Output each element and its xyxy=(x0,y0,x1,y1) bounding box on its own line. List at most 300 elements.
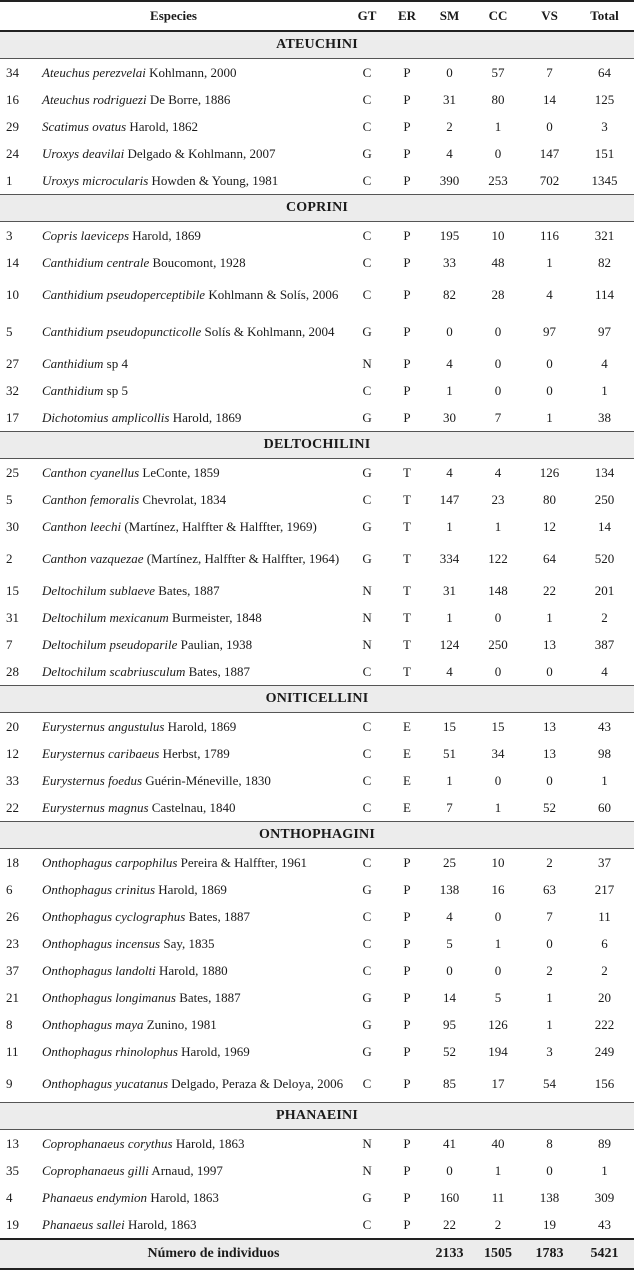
total-value: 4 xyxy=(601,355,608,371)
totals-vs: 1783 xyxy=(524,1239,575,1269)
table-row xyxy=(0,113,634,140)
sm-value: 1 xyxy=(446,518,453,534)
species-author: Kohlmann, 2000 xyxy=(149,64,237,80)
vs-value: 7 xyxy=(546,908,553,924)
species-number: 24 xyxy=(6,145,19,161)
species-number: 27 xyxy=(6,355,19,371)
total-value: 37 xyxy=(598,854,612,870)
cc-value: 0 xyxy=(494,355,502,371)
gt-value: C xyxy=(362,64,372,80)
header-sm: SM xyxy=(427,1,472,31)
er-value: P xyxy=(403,227,411,243)
gt-value: C xyxy=(362,663,372,679)
species-binomial: Canthidium pseudopuncticolle xyxy=(42,324,202,339)
er-value: P xyxy=(403,1075,411,1091)
species-binomial: Coprophanaeus corythus xyxy=(42,1135,173,1151)
gt-value: C xyxy=(362,962,372,978)
species-number: 9 xyxy=(6,1075,13,1091)
total-value: 250 xyxy=(594,491,615,507)
species-binomial: Onthophagus maya xyxy=(42,1016,144,1032)
sm-value: 22 xyxy=(443,1216,457,1232)
table-row xyxy=(0,350,634,377)
vs-value: 13 xyxy=(543,636,557,652)
sm-value: 138 xyxy=(439,881,460,897)
sm-value: 33 xyxy=(443,254,457,270)
group-name: ATEUCHINI xyxy=(0,31,634,59)
table-row xyxy=(0,1184,634,1211)
table-row xyxy=(0,767,634,794)
species-number: 12 xyxy=(6,745,19,761)
cc-value: 1 xyxy=(494,799,502,815)
species-name xyxy=(36,113,347,140)
group-name: DELTOCHILINI xyxy=(0,432,634,459)
group-name: PHANAEINI xyxy=(0,1103,634,1130)
species-author: Kohlmann & Solís, 2006 xyxy=(208,287,339,302)
cc-value: 57 xyxy=(491,64,505,80)
species-binomial: Onthophagus yucatanus xyxy=(42,1076,169,1091)
total-value: 14 xyxy=(598,518,612,534)
vs-value: 0 xyxy=(546,382,553,398)
species-author: Bates, 1887 xyxy=(179,989,241,1005)
vs-value: 0 xyxy=(546,772,553,788)
gt-value: C xyxy=(362,382,372,398)
species-name xyxy=(36,740,347,767)
cc-value: 1 xyxy=(494,935,502,951)
table-row xyxy=(0,167,634,195)
species-name xyxy=(36,713,347,741)
species-number: 6 xyxy=(6,881,13,897)
vs-value: 2 xyxy=(546,854,553,870)
species-name xyxy=(36,767,347,794)
vs-value: 13 xyxy=(543,745,557,761)
cc-value: 253 xyxy=(488,172,508,188)
cc-value: 11 xyxy=(491,1189,505,1205)
gt-value: G xyxy=(362,550,372,566)
total-value: 201 xyxy=(594,582,615,598)
table-row xyxy=(0,577,634,604)
vs-value: 14 xyxy=(543,91,557,107)
er-value: P xyxy=(403,1189,411,1205)
vs-value: 12 xyxy=(543,518,557,534)
total-value: 151 xyxy=(594,145,615,161)
table-row xyxy=(0,930,634,957)
species-author: Arnaud, 1997 xyxy=(151,1162,223,1178)
total-value: 89 xyxy=(598,1135,612,1151)
species-number: 8 xyxy=(6,1016,13,1032)
species-name xyxy=(36,513,347,540)
vs-value: 0 xyxy=(546,355,553,371)
cc-value: 0 xyxy=(494,962,502,978)
species-binomial: Eurysternus foedus xyxy=(42,772,143,788)
gt-value: G xyxy=(362,409,372,425)
total-value: 2 xyxy=(601,609,608,625)
total-value: 97 xyxy=(598,323,612,339)
species-number: 20 xyxy=(6,718,19,734)
species-author: Harold, 1880 xyxy=(159,962,228,978)
total-value: 1345 xyxy=(591,172,618,188)
species-number: 11 xyxy=(6,1043,19,1059)
vs-value: 1 xyxy=(546,254,553,270)
species-name xyxy=(36,658,347,686)
gt-value: C xyxy=(362,745,372,761)
species-number: 17 xyxy=(6,409,19,425)
species-number: 26 xyxy=(6,908,19,924)
er-value: P xyxy=(403,881,411,897)
gt-value: N xyxy=(362,1162,372,1178)
cc-value: 0 xyxy=(494,382,502,398)
species-author: (Martínez, Halffter & Halffter, 1969) xyxy=(124,518,317,534)
gt-value: C xyxy=(362,118,372,134)
totals-sm: 2133 xyxy=(427,1239,472,1269)
cc-value: 0 xyxy=(494,609,502,625)
species-name xyxy=(36,249,347,276)
table-row xyxy=(0,876,634,903)
er-value: P xyxy=(403,854,411,870)
species-author: Delgado, Peraza & Deloya, 2006 xyxy=(171,1076,344,1091)
species-binomial: Canthidium centrale xyxy=(42,254,150,270)
sm-value: 334 xyxy=(439,550,460,566)
gt-value: G xyxy=(362,145,372,161)
table-row xyxy=(0,540,634,577)
sm-value: 390 xyxy=(439,172,460,188)
table-row xyxy=(0,1038,634,1065)
cc-value: 0 xyxy=(494,663,502,679)
cc-value: 250 xyxy=(488,636,508,652)
cc-value: 122 xyxy=(488,550,508,566)
sm-value: 1 xyxy=(446,772,453,788)
species-author: sp 4 xyxy=(106,355,128,371)
cc-value: 10 xyxy=(491,854,505,870)
species-author: Bates, 1887 xyxy=(188,663,250,679)
vs-value: 147 xyxy=(539,145,560,161)
species-binomial: Eurysternus caribaeus xyxy=(42,745,160,761)
gt-value: N xyxy=(362,582,372,598)
species-name xyxy=(36,1211,347,1239)
species-number: 34 xyxy=(6,64,19,80)
sm-value: 1 xyxy=(446,382,453,398)
gt-value: C xyxy=(362,718,372,734)
er-value: P xyxy=(403,1162,411,1178)
species-number: 7 xyxy=(6,636,13,652)
cc-value: 194 xyxy=(488,1043,508,1059)
vs-value: 0 xyxy=(546,1162,553,1178)
vs-value: 97 xyxy=(543,323,557,339)
sm-value: 4 xyxy=(446,908,453,924)
sm-value: 4 xyxy=(446,145,453,161)
species-author: Paulian, 1938 xyxy=(180,636,253,652)
gt-value: C xyxy=(362,908,372,924)
species-binomial: Ateuchus rodriguezi xyxy=(42,91,147,107)
species-author: Harold, 1863 xyxy=(127,1216,197,1232)
table-row xyxy=(0,984,634,1011)
species-number: 15 xyxy=(6,582,19,598)
er-value: E xyxy=(403,718,411,734)
species-binomial: Eurysternus angustulus xyxy=(42,718,165,734)
total-value: 43 xyxy=(598,1216,612,1232)
sm-value: 124 xyxy=(439,636,460,652)
cc-value: 0 xyxy=(494,908,502,924)
group-header-row xyxy=(0,686,634,713)
species-author: Bates, 1887 xyxy=(158,582,220,598)
species-name xyxy=(36,903,347,930)
er-value: T xyxy=(403,609,411,625)
gt-value: C xyxy=(362,491,372,507)
gt-value: G xyxy=(362,989,372,1005)
vs-value: 1 xyxy=(546,409,553,425)
total-value: 217 xyxy=(594,881,615,897)
er-value: P xyxy=(403,1135,411,1151)
total-value: 3 xyxy=(601,118,608,134)
total-value: 60 xyxy=(598,799,612,815)
er-value: P xyxy=(403,989,411,1005)
gt-value: C xyxy=(362,1216,372,1232)
cc-value: 0 xyxy=(494,772,502,788)
species-number: 19 xyxy=(6,1216,19,1232)
species-author: Harold, 1869 xyxy=(158,881,227,897)
total-value: 2 xyxy=(601,962,608,978)
er-value: P xyxy=(403,172,411,188)
vs-value: 116 xyxy=(540,227,560,243)
er-value: P xyxy=(403,409,411,425)
species-number: 16 xyxy=(6,91,19,107)
cc-value: 1 xyxy=(494,518,502,534)
total-value: 43 xyxy=(598,718,612,734)
table-row xyxy=(0,86,634,113)
table-row xyxy=(0,1211,634,1239)
vs-value: 8 xyxy=(546,1135,553,1151)
species-name xyxy=(36,276,347,313)
species-number: 28 xyxy=(6,663,19,679)
header-gt: GT xyxy=(347,1,387,31)
species-author: Harold, 1863 xyxy=(175,1135,245,1151)
group-header-row xyxy=(0,31,634,59)
species-author: Castelnau, 1840 xyxy=(151,799,236,815)
vs-value: 52 xyxy=(543,799,557,815)
species-author: Harold, 1869 xyxy=(167,718,237,734)
gt-value: C xyxy=(362,935,372,951)
table-row xyxy=(0,59,634,87)
species-binomial: Scatimus ovatus xyxy=(42,118,127,134)
table-row xyxy=(0,849,634,877)
species-binomial: Uroxys microcularis xyxy=(42,172,149,188)
species-name xyxy=(36,404,347,432)
gt-value: G xyxy=(362,518,372,534)
sm-value: 31 xyxy=(443,91,457,107)
species-name xyxy=(36,377,347,404)
sm-value: 4 xyxy=(446,464,453,480)
table-row xyxy=(0,631,634,658)
species-binomial: Copris laeviceps xyxy=(42,227,130,243)
sm-value: 7 xyxy=(446,799,453,815)
species-name xyxy=(36,1157,347,1184)
er-value: P xyxy=(403,254,411,270)
species-number: 10 xyxy=(6,286,19,302)
species-number: 37 xyxy=(6,962,19,978)
group-header-row xyxy=(0,195,634,222)
gt-value: C xyxy=(362,799,372,815)
species-number: 22 xyxy=(6,799,19,815)
cc-value: 48 xyxy=(491,254,505,270)
table-row xyxy=(0,140,634,167)
gt-value: N xyxy=(362,609,372,625)
table-body xyxy=(0,31,634,1239)
species-number: 4 xyxy=(6,1189,13,1205)
species-name xyxy=(36,984,347,1011)
species-binomial: Canthon vazquezae xyxy=(42,551,144,566)
table-row xyxy=(0,903,634,930)
total-value: 1 xyxy=(601,772,608,788)
cc-value: 23 xyxy=(491,491,505,507)
species-name xyxy=(36,167,347,195)
total-value: 98 xyxy=(598,745,612,761)
er-value: E xyxy=(403,745,411,761)
vs-value: 126 xyxy=(539,464,560,480)
species-author: Guérin-Méneville, 1830 xyxy=(145,772,271,788)
species-author: (Martínez, Halffter & Halffter, 1964) xyxy=(146,551,340,566)
sm-value: 95 xyxy=(443,1016,457,1032)
species-binomial: Canthon cyanellus xyxy=(42,464,140,480)
sm-value: 160 xyxy=(439,1189,460,1205)
species-author: Bates, 1887 xyxy=(188,908,250,924)
sm-value: 14 xyxy=(443,989,457,1005)
er-value: P xyxy=(403,1016,411,1032)
er-value: T xyxy=(403,663,411,679)
species-name xyxy=(36,459,347,487)
species-author: Delgado & Kohlmann, 2007 xyxy=(127,145,276,161)
table-row xyxy=(0,404,634,432)
species-number: 14 xyxy=(6,254,19,270)
species-binomial: Onthophagus longimanus xyxy=(42,989,176,1005)
group-header-row xyxy=(0,822,634,849)
species-number: 35 xyxy=(6,1162,19,1178)
header-especies: Especies xyxy=(0,1,347,31)
gt-value: C xyxy=(362,91,372,107)
species-name xyxy=(36,486,347,513)
species-binomial: Onthophagus incensus xyxy=(42,935,161,951)
species-name xyxy=(36,540,347,577)
vs-value: 80 xyxy=(543,491,557,507)
totals-cc: 1505 xyxy=(472,1239,524,1269)
species-binomial: Uroxys deavilai xyxy=(42,145,125,161)
species-author: Harold, 1869 xyxy=(132,227,201,243)
species-name xyxy=(36,1130,347,1158)
gt-value: N xyxy=(362,1135,372,1151)
er-value: P xyxy=(403,935,411,951)
totals-total: 5421 xyxy=(575,1239,634,1269)
gt-value: C xyxy=(362,227,372,243)
cc-value: 5 xyxy=(494,989,502,1005)
table-row xyxy=(0,377,634,404)
sm-value: 4 xyxy=(446,663,453,679)
cc-value: 126 xyxy=(488,1016,508,1032)
species-name xyxy=(36,577,347,604)
species-author: Harold, 1863 xyxy=(150,1189,219,1205)
gt-value: C xyxy=(362,254,372,270)
species-number: 32 xyxy=(6,382,19,398)
cc-value: 1 xyxy=(494,118,502,134)
species-name xyxy=(36,631,347,658)
species-name xyxy=(36,930,347,957)
sm-value: 31 xyxy=(443,582,457,598)
vs-value: 702 xyxy=(539,172,560,188)
group-name: ONITICELLINI xyxy=(0,686,634,713)
species-number: 5 xyxy=(6,491,13,507)
species-author: Burmeister, 1848 xyxy=(171,609,262,625)
total-value: 64 xyxy=(598,64,612,80)
sm-value: 0 xyxy=(446,323,453,339)
er-value: P xyxy=(403,1043,411,1059)
er-value: P xyxy=(403,962,411,978)
cc-value: 4 xyxy=(494,464,502,480)
sm-value: 15 xyxy=(443,718,457,734)
sm-value: 4 xyxy=(446,355,453,371)
gt-value: G xyxy=(362,881,372,897)
gt-value: G xyxy=(362,1016,372,1032)
sm-value: 0 xyxy=(446,64,453,80)
species-binomial: Phanaeus endymion xyxy=(42,1189,148,1205)
vs-value: 3 xyxy=(546,1043,553,1059)
group-name: COPRINI xyxy=(0,195,634,222)
total-value: 38 xyxy=(598,409,612,425)
species-name xyxy=(36,1038,347,1065)
sm-value: 0 xyxy=(446,962,453,978)
species-binomial: Deltochilum mexicanum xyxy=(42,609,169,625)
species-number: 25 xyxy=(6,464,19,480)
vs-value: 13 xyxy=(543,718,557,734)
total-value: 82 xyxy=(598,254,612,270)
total-value: 11 xyxy=(598,908,611,924)
group-header-row xyxy=(0,432,634,459)
species-binomial: Eurysternus magnus xyxy=(42,799,149,815)
species-binomial: Onthophagus cyclographus xyxy=(42,908,186,924)
species-number: 31 xyxy=(6,609,19,625)
cc-value: 10 xyxy=(491,227,505,243)
cc-value: 7 xyxy=(494,409,502,425)
cc-value: 0 xyxy=(494,323,502,339)
gt-value: C xyxy=(362,1075,372,1091)
species-name xyxy=(36,957,347,984)
table-row xyxy=(0,486,634,513)
table-row xyxy=(0,1157,634,1184)
species-author: Chevrolat, 1834 xyxy=(142,491,227,507)
vs-value: 1 xyxy=(546,989,553,1005)
total-value: 6 xyxy=(601,935,608,951)
cc-value: 1 xyxy=(494,1162,502,1178)
species-binomial: Onthophagus carpophilus xyxy=(42,854,178,870)
table-row xyxy=(0,1130,634,1158)
totals-label: Número de individuos xyxy=(0,1239,427,1269)
gt-value: N xyxy=(362,355,372,371)
species-name xyxy=(36,350,347,377)
cc-value: 2 xyxy=(494,1216,502,1232)
species-number: 3 xyxy=(6,227,13,243)
er-value: P xyxy=(403,64,411,80)
species-name xyxy=(36,1065,347,1103)
species-number: 18 xyxy=(6,854,19,870)
table-row xyxy=(0,276,634,313)
cc-value: 0 xyxy=(494,145,502,161)
species-binomial: Deltochilum sublaeve xyxy=(42,582,155,598)
vs-value: 64 xyxy=(543,550,557,566)
species-author: Pereira & Halffter, 1961 xyxy=(180,854,307,870)
species-binomial: Onthophagus crinitus xyxy=(42,881,156,897)
species-name xyxy=(36,604,347,631)
er-value: T xyxy=(403,491,411,507)
table-row xyxy=(0,957,634,984)
species-number: 30 xyxy=(6,518,19,534)
sm-value: 85 xyxy=(443,1075,457,1091)
er-value: E xyxy=(403,772,411,788)
